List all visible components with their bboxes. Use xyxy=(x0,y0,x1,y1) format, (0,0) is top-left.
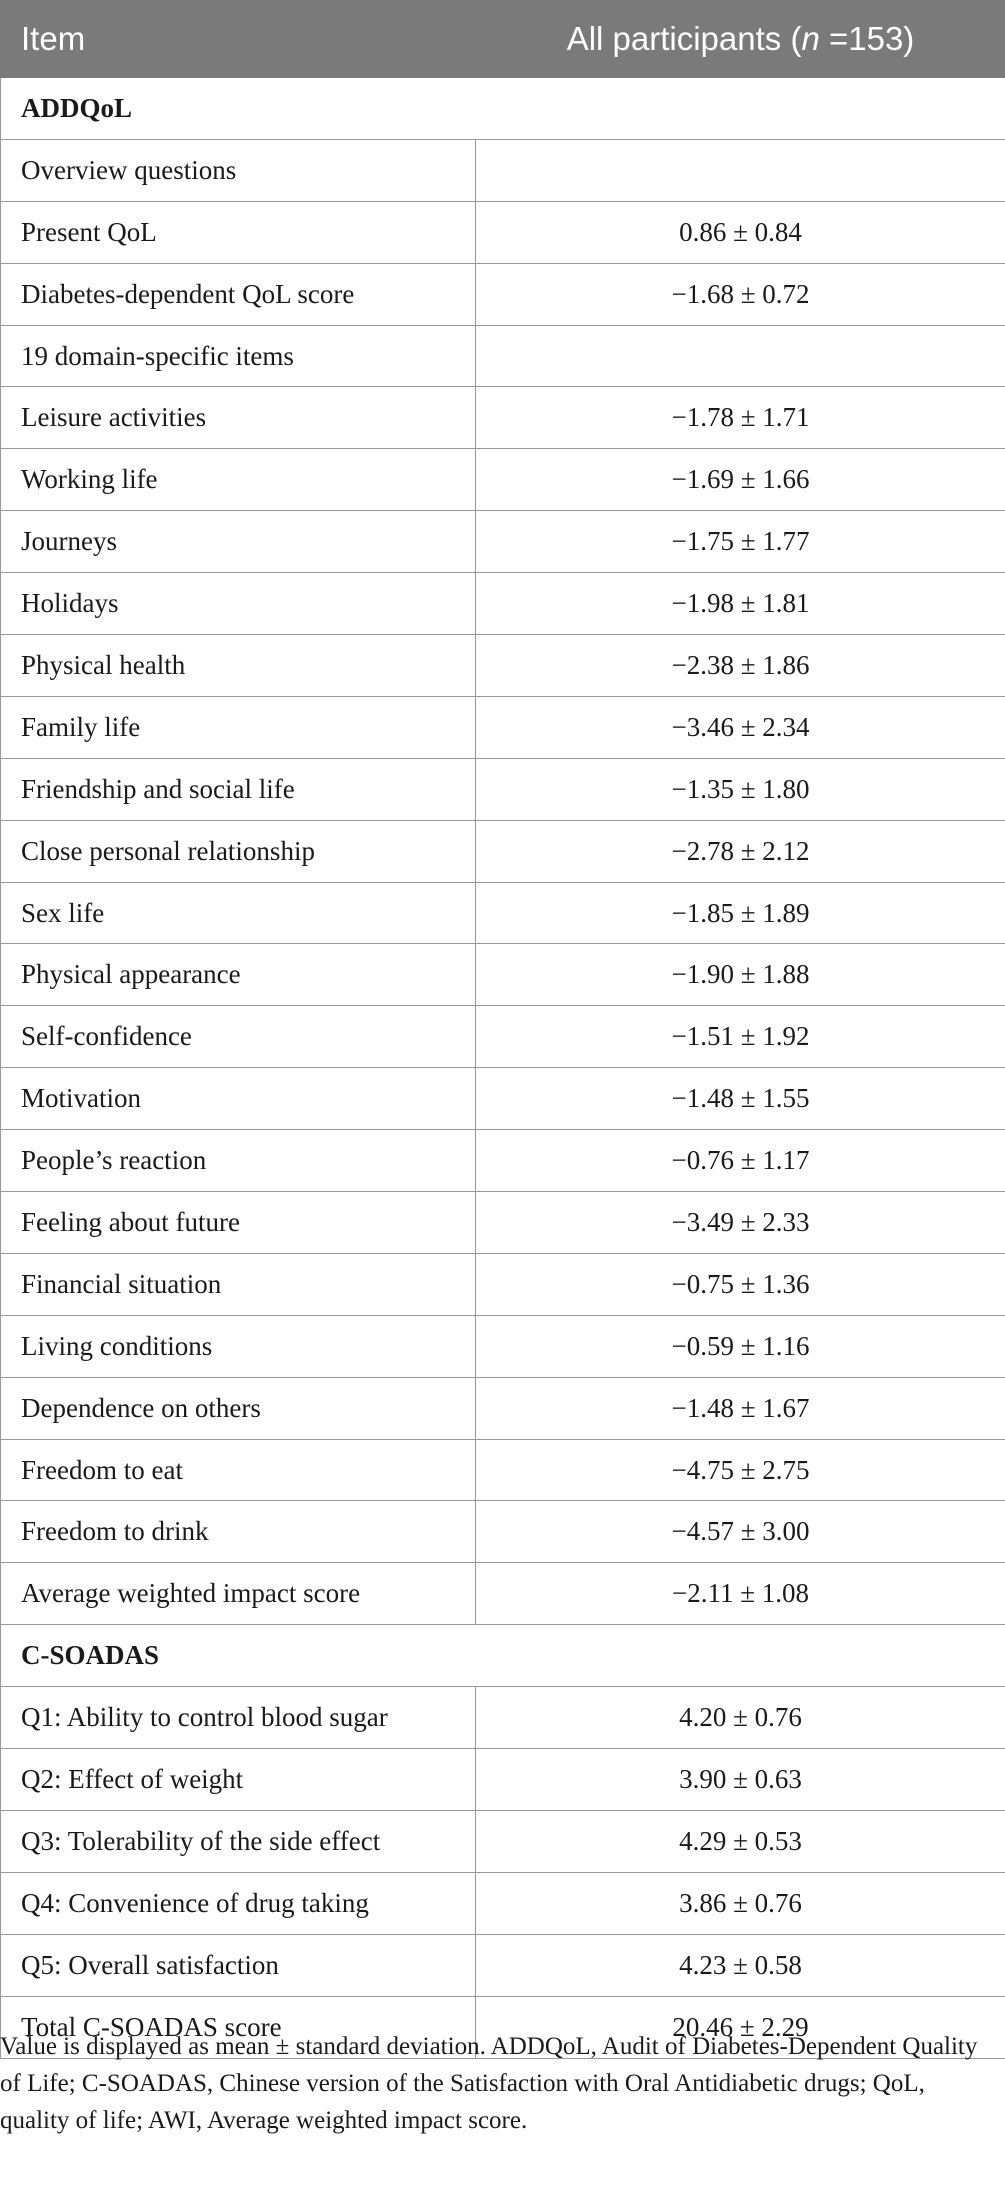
table-row xyxy=(1,635,1005,697)
table-row xyxy=(1,1253,1005,1315)
row-item-label: Journeys xyxy=(1,511,476,573)
row-value: 0.86 ± 0.84 xyxy=(476,201,1005,263)
row-value: −1.51 ± 1.92 xyxy=(476,1006,1005,1068)
subsection-row-domain xyxy=(1,325,1005,387)
table-row xyxy=(1,263,1005,325)
table-row xyxy=(1,449,1005,511)
section-row-addqol xyxy=(1,78,1005,140)
row-item-label: Total C-SOADAS score xyxy=(1,1996,476,2058)
table-row xyxy=(1,1192,1005,1254)
subsection-label-overview: Overview questions xyxy=(1,139,476,201)
table-row xyxy=(1,1687,1005,1749)
row-value: −4.75 ± 2.75 xyxy=(476,1439,1005,1501)
row-value: 4.23 ± 0.58 xyxy=(476,1934,1005,1996)
row-value: −1.68 ± 0.72 xyxy=(476,263,1005,325)
row-value: −0.76 ± 1.17 xyxy=(476,1130,1005,1192)
table-row xyxy=(1,1810,1005,1872)
section-label-csoadas: C-SOADAS xyxy=(1,1625,1005,1687)
row-value: −3.46 ± 2.34 xyxy=(476,696,1005,758)
row-item-label: Close personal relationship xyxy=(1,820,476,882)
header-item: Item xyxy=(1,1,476,78)
table-row xyxy=(1,573,1005,635)
table-footnote: Value is displayed as mean ± standard deviation. ADDQoL, Audit of Diabetes-Dependent Quality of Life; C-SOADAS, Chinese version of the Satisfaction with Oral Antidiabetic drugs; QoL, quality of life; AWI, Average weighted impact score. xyxy=(0,2033,978,2134)
row-item-label: Present QoL xyxy=(1,201,476,263)
table-row xyxy=(1,944,1005,1006)
table-row xyxy=(1,882,1005,944)
row-item-label: Physical health xyxy=(1,635,476,697)
row-value: 4.20 ± 0.76 xyxy=(476,1687,1005,1749)
empty-cell xyxy=(476,325,1005,387)
row-value: −2.78 ± 2.12 xyxy=(476,820,1005,882)
row-item-label: Feeling about future xyxy=(1,1192,476,1254)
row-item-label: Average weighted impact score xyxy=(1,1563,476,1625)
header-all-participants: All participants (n =153) xyxy=(476,1,1005,78)
row-value: −2.38 ± 1.86 xyxy=(476,635,1005,697)
table-row xyxy=(1,758,1005,820)
table-row xyxy=(1,1563,1005,1625)
row-item-label: Diabetes-dependent QoL score xyxy=(1,263,476,325)
row-value: −1.75 ± 1.77 xyxy=(476,511,1005,573)
row-item-label: Freedom to drink xyxy=(1,1501,476,1563)
row-value: 4.29 ± 0.53 xyxy=(476,1810,1005,1872)
row-item-label: Q3: Tolerability of the side effect xyxy=(1,1810,476,1872)
table-row xyxy=(1,1315,1005,1377)
row-item-label: Working life xyxy=(1,449,476,511)
header-row xyxy=(1,1,1005,78)
table-row xyxy=(1,820,1005,882)
row-value: −1.98 ± 1.81 xyxy=(476,573,1005,635)
table-row xyxy=(1,201,1005,263)
row-value: −4.57 ± 3.00 xyxy=(476,1501,1005,1563)
row-item-label: Living conditions xyxy=(1,1315,476,1377)
table-row xyxy=(1,696,1005,758)
row-item-label: Freedom to eat xyxy=(1,1439,476,1501)
section-row-csoadas xyxy=(1,1625,1005,1687)
table-row xyxy=(1,387,1005,449)
row-value: −1.90 ± 1.88 xyxy=(476,944,1005,1006)
table-row xyxy=(1,1130,1005,1192)
table-row xyxy=(1,1934,1005,1996)
row-value: 20.46 ± 2.29 xyxy=(476,1996,1005,2058)
table-row xyxy=(1,511,1005,573)
domain-rows xyxy=(1,387,1005,1625)
row-item-label: Financial situation xyxy=(1,1253,476,1315)
row-value: −1.35 ± 1.80 xyxy=(476,758,1005,820)
table-row xyxy=(1,1006,1005,1068)
row-value: 3.90 ± 0.63 xyxy=(476,1749,1005,1811)
row-item-label: Dependence on others xyxy=(1,1377,476,1439)
row-item-label: Sex life xyxy=(1,882,476,944)
row-item-label: Leisure activities xyxy=(1,387,476,449)
table-row xyxy=(1,1439,1005,1501)
row-value: −2.11 ± 1.08 xyxy=(476,1563,1005,1625)
row-value: −1.78 ± 1.71 xyxy=(476,387,1005,449)
subsection-row-overview xyxy=(1,139,1005,201)
row-item-label: Motivation xyxy=(1,1068,476,1130)
overview-rows xyxy=(1,201,1005,325)
row-item-label: Q2: Effect of weight xyxy=(1,1749,476,1811)
row-item-label: Friendship and social life xyxy=(1,758,476,820)
table-row xyxy=(1,1377,1005,1439)
row-value: −1.48 ± 1.67 xyxy=(476,1377,1005,1439)
row-item-label: Q1: Ability to control blood sugar xyxy=(1,1687,476,1749)
row-item-label: Q4: Convenience of drug taking xyxy=(1,1872,476,1934)
row-value: −1.48 ± 1.55 xyxy=(476,1068,1005,1130)
row-item-label: People’s reaction xyxy=(1,1130,476,1192)
table-row xyxy=(1,1749,1005,1811)
row-item-label: Physical appearance xyxy=(1,944,476,1006)
table-row xyxy=(1,1872,1005,1934)
row-item-label: Q5: Overall satisfaction xyxy=(1,1934,476,1996)
row-value: −1.85 ± 1.89 xyxy=(476,882,1005,944)
row-value: −1.69 ± 1.66 xyxy=(476,449,1005,511)
section-label-addqol: ADDQoL xyxy=(1,78,1005,140)
row-item-label: Family life xyxy=(1,696,476,758)
subsection-label-domain: 19 domain-specific items xyxy=(1,325,476,387)
empty-cell xyxy=(476,139,1005,201)
csoadas-rows xyxy=(1,1687,1005,2058)
row-item-label: Holidays xyxy=(1,573,476,635)
row-value: −0.75 ± 1.36 xyxy=(476,1253,1005,1315)
row-item-label: Self-confidence xyxy=(1,1006,476,1068)
row-value: 3.86 ± 0.76 xyxy=(476,1872,1005,1934)
row-value: −0.59 ± 1.16 xyxy=(476,1315,1005,1377)
row-value: −3.49 ± 2.33 xyxy=(476,1192,1005,1254)
table-row xyxy=(1,1501,1005,1563)
table-row xyxy=(1,1068,1005,1130)
